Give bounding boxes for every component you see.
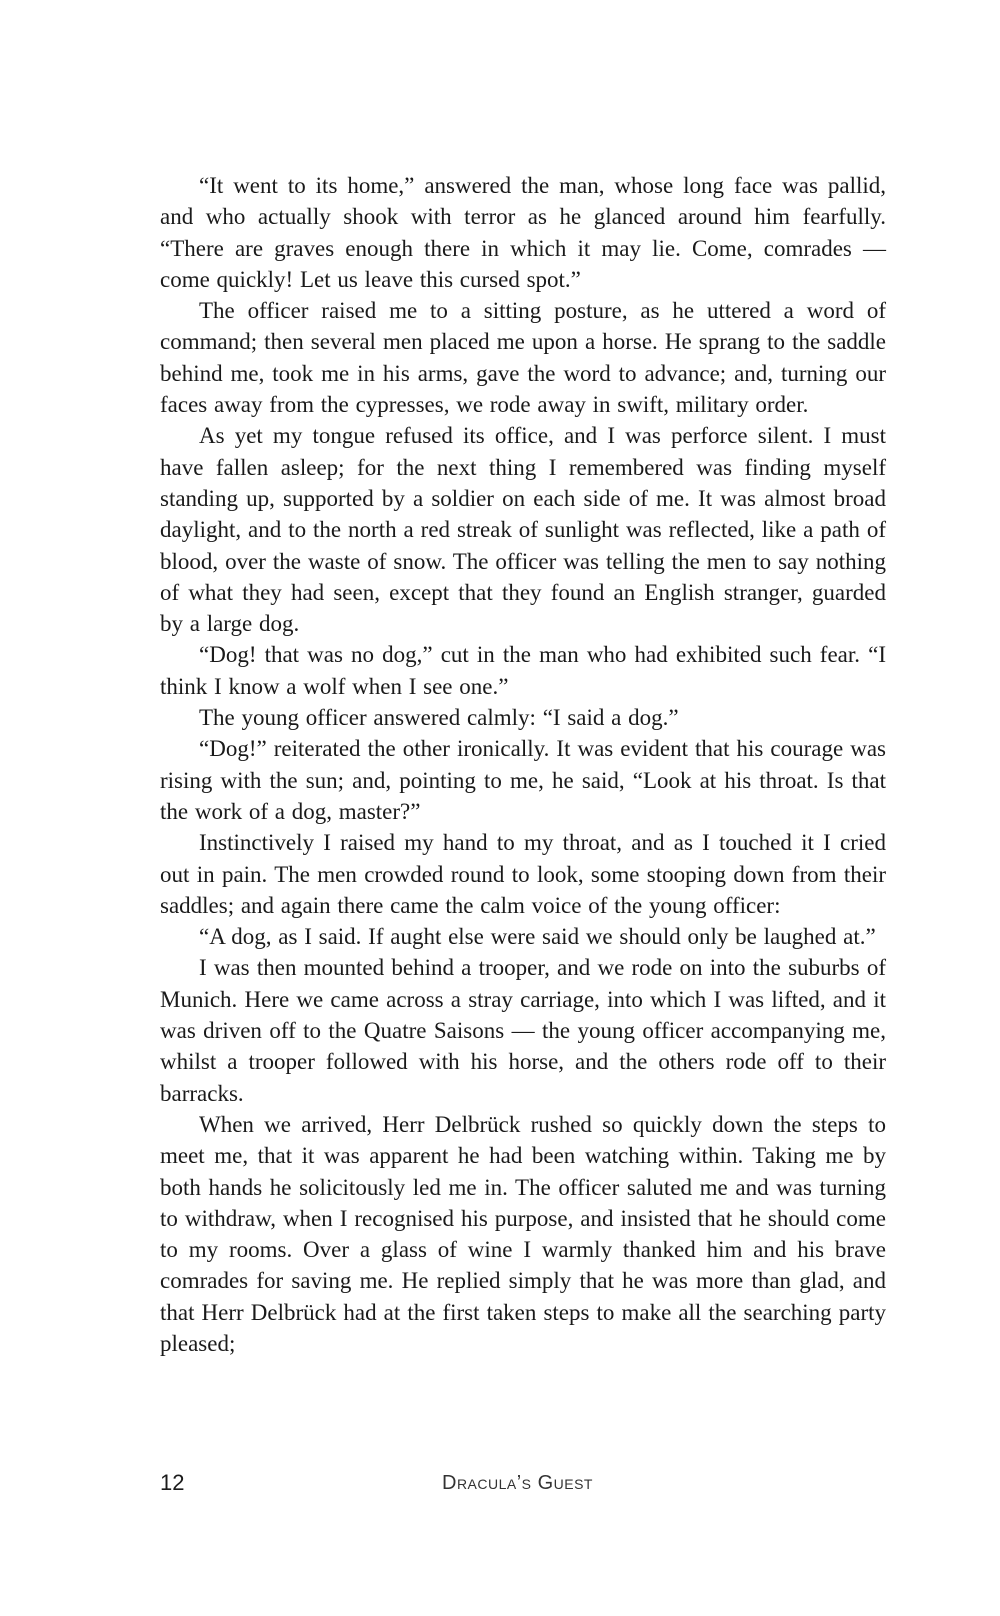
paragraph: When we arrived, Herr Delbrück rushed so quickly down the steps to meet me, that it was apparent he had been watching within. Taking me by both hands he solicitously led me in. The officer saluted me and was turning to withdraw, when I recognised his purpose, and insisted that he should come to my rooms. Over a glass of wine I warmly thanked him and his brave comrades for saving me. He replied simply that he was more than glad, and that Herr Delbrück had at the first taken steps to make all the searching party pleased; (160, 1111, 886, 1356)
paragraph: The young officer answered calmly: “I said a dog.” (199, 705, 679, 731)
body-text (160, 170, 886, 1359)
paragraph: As yet my tongue refused its office, and I was perforce silent. I must have fallen asleep; for the next thing I remembered was finding myself standing up, supported by a soldier on each side of me. It was almost broad daylight, and to the north a red streak of sunlight was reflected, like a path of blood, over the waste of snow. The officer was telling the men to say nothing of what they had seen, except that they found an English stranger, guarded by a large dog. (160, 423, 886, 637)
running-title: Dracula’s Guest (442, 1472, 593, 1494)
paragraph: “A dog, as I said. If aught else were said we should only be laughed at.” (199, 924, 876, 950)
paragraph: “It went to its home,” answered the man, whose long face was pallid, and who actually shook with terror as he glanced around him fearfully. “There are graves enough there in which it may lie. Come, comrades — come quickly! Let us leave this cursed spot.” (160, 173, 886, 292)
paragraph: “Dog! that was no dog,” cut in the man who had exhibited such fear. “I think I know a wolf when I see one.” (160, 642, 886, 699)
paragraph: I was then mounted behind a trooper, and we rode on into the suburbs of Munich. Here we came across a stray carriage, into which I was lifted, and it was driven off to the Quatre Saisons — the young officer accompanying me, whilst a trooper followed with his horse, and the others rode off to their barracks. (160, 955, 886, 1106)
paragraph: The officer raised me to a sitting posture, as he uttered a word of command; then several men placed me upon a horse. He sprang to the saddle behind me, took me in his arms, gave the word to advance; and, turning our faces away from the cypresses, we rode away in swift, military order. (160, 298, 886, 418)
paragraph: “Dog!” reiterated the other ironically. It was evident that his courage was rising with the sun; and, pointing to me, he said, “Look at his throat. Is that the work of a dog, master?” (160, 736, 886, 824)
page-number: 12 (160, 1470, 185, 1495)
paragraph: Instinctively I raised my hand to my throat, and as I touched it I cried out in pain. The men crowded round to look, some stooping down from their saddles; and again there came the calm voice of the young officer: (160, 830, 886, 918)
page-footer (160, 1470, 886, 1504)
